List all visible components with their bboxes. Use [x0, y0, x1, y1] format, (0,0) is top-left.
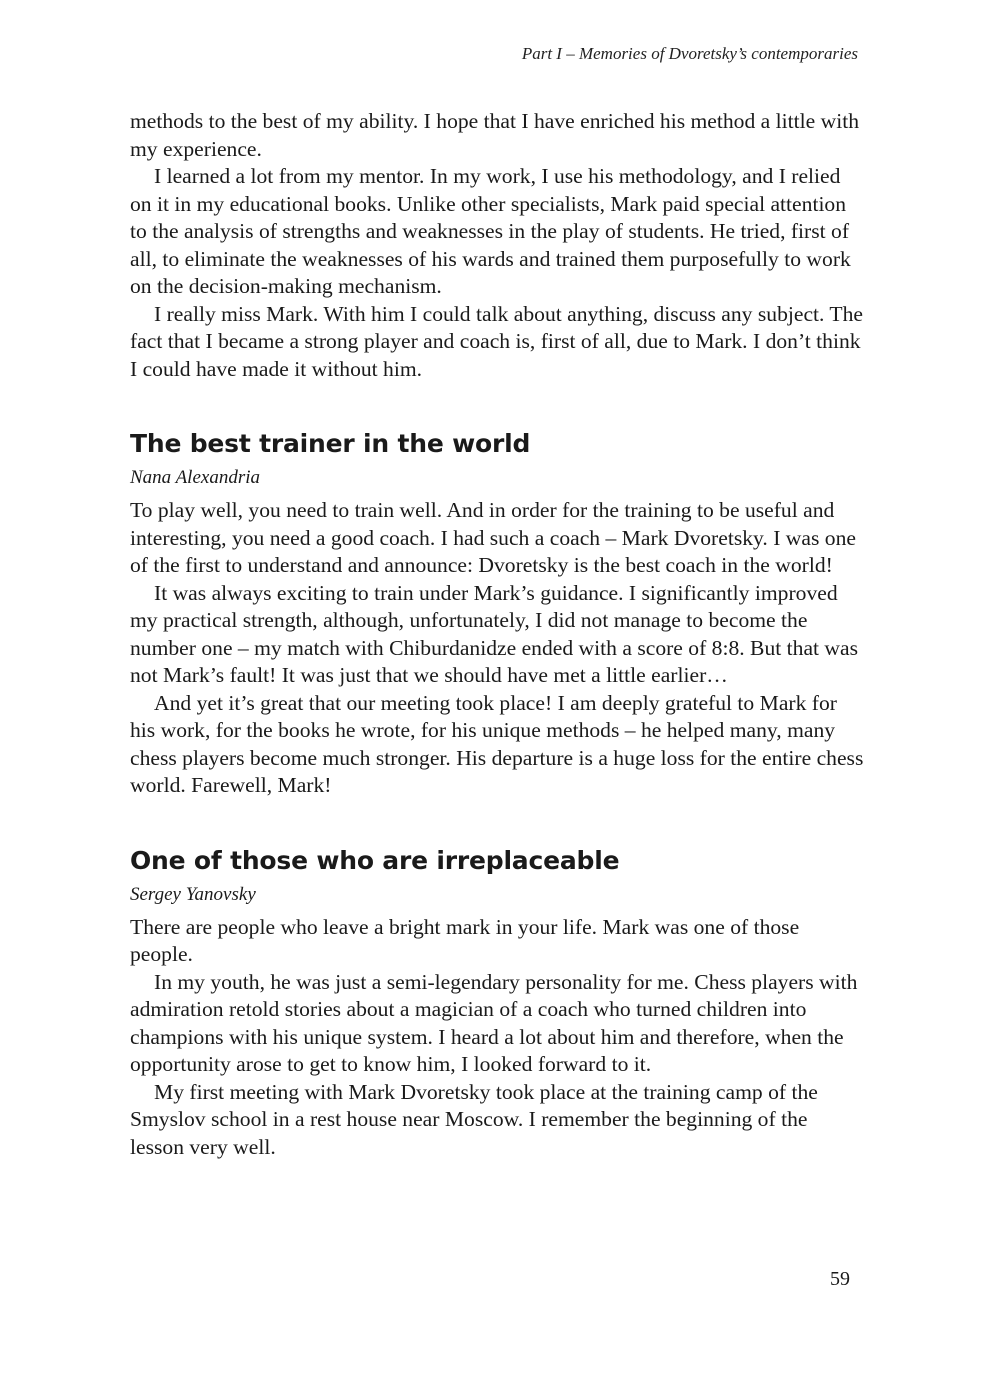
page-body [130, 108, 865, 1161]
section-heading: The best trainer in the world [130, 429, 531, 458]
paragraph: I really miss Mark. With him I could talk about anything, discuss any subject. The fact that I became a strong player and coach is, first of all, due to Mark. I don’t think I could have made it without him. [130, 301, 864, 381]
paragraph: And yet it’s great that our meeting took place! I am deeply grateful to Mark for his work, for the books he wrote, for his unique methods – he helped many, many chess players become much stronger. His departure is a huge loss for the entire chess world. Farewell, Mark! [130, 690, 864, 797]
running-head: Part I – Memories of Dvoretsky’s contemporaries [521, 44, 858, 63]
page-number: 59 [830, 1268, 850, 1290]
paragraph: methods to the best of my ability. I hope that I have enriched his method a little with my experience. [130, 109, 860, 161]
section-author: Nana Alexandria [130, 467, 261, 488]
paragraph: I learned a lot from my mentor. In my work, I use his methodology, and I relied on it in my educational books. Unlike other specialists, Mark paid special attention to the analysis of strengths and weaknesses in the play of students. He tried, first of all, to eliminate the weaknesses of his wards and trained them purposefully to work on the decision-making mechanism. [130, 164, 851, 298]
paragraph: My first meeting with Mark Dvoretsky took place at the training camp of the Smyslov school in a rest house near Moscow. I remember the beginning of the lesson very well. [130, 1079, 818, 1159]
section-best-trainer [130, 429, 865, 800]
paragraph: To play well, you need to train well. And in order for the training to be useful and interesting, you need a good coach. I had such a coach – Mark Dvoretsky. I was one of the first to understand and announce: Dvoretsky is the best coach in the world! [130, 498, 856, 577]
paragraph: There are people who leave a bright mark in your life. Mark was one of those people. [130, 914, 800, 966]
section-irreplaceable [130, 846, 865, 1162]
paragraph: In my youth, he was just a semi-legendary personality for me. Chess players with admiration retold stories about a magician of a coach who turned children into champions with his unique system. I heard a lot about him and therefore, when the opportunity arose to get to know him, I looked forward to it. [130, 969, 858, 1076]
section-heading: One of those who are irreplaceable [130, 845, 620, 875]
paragraph: It was always exciting to train under Mark’s guidance. I significantly improved my practical strength, although, unfortunately, I did not manage to become the number one – my match with Chiburdanidze ended with a score of 8:8. But that was not Mark’s fault! It was just that we should have met a little earlier… [130, 580, 859, 687]
section-author: Sergey Yanovsky [130, 883, 256, 905]
